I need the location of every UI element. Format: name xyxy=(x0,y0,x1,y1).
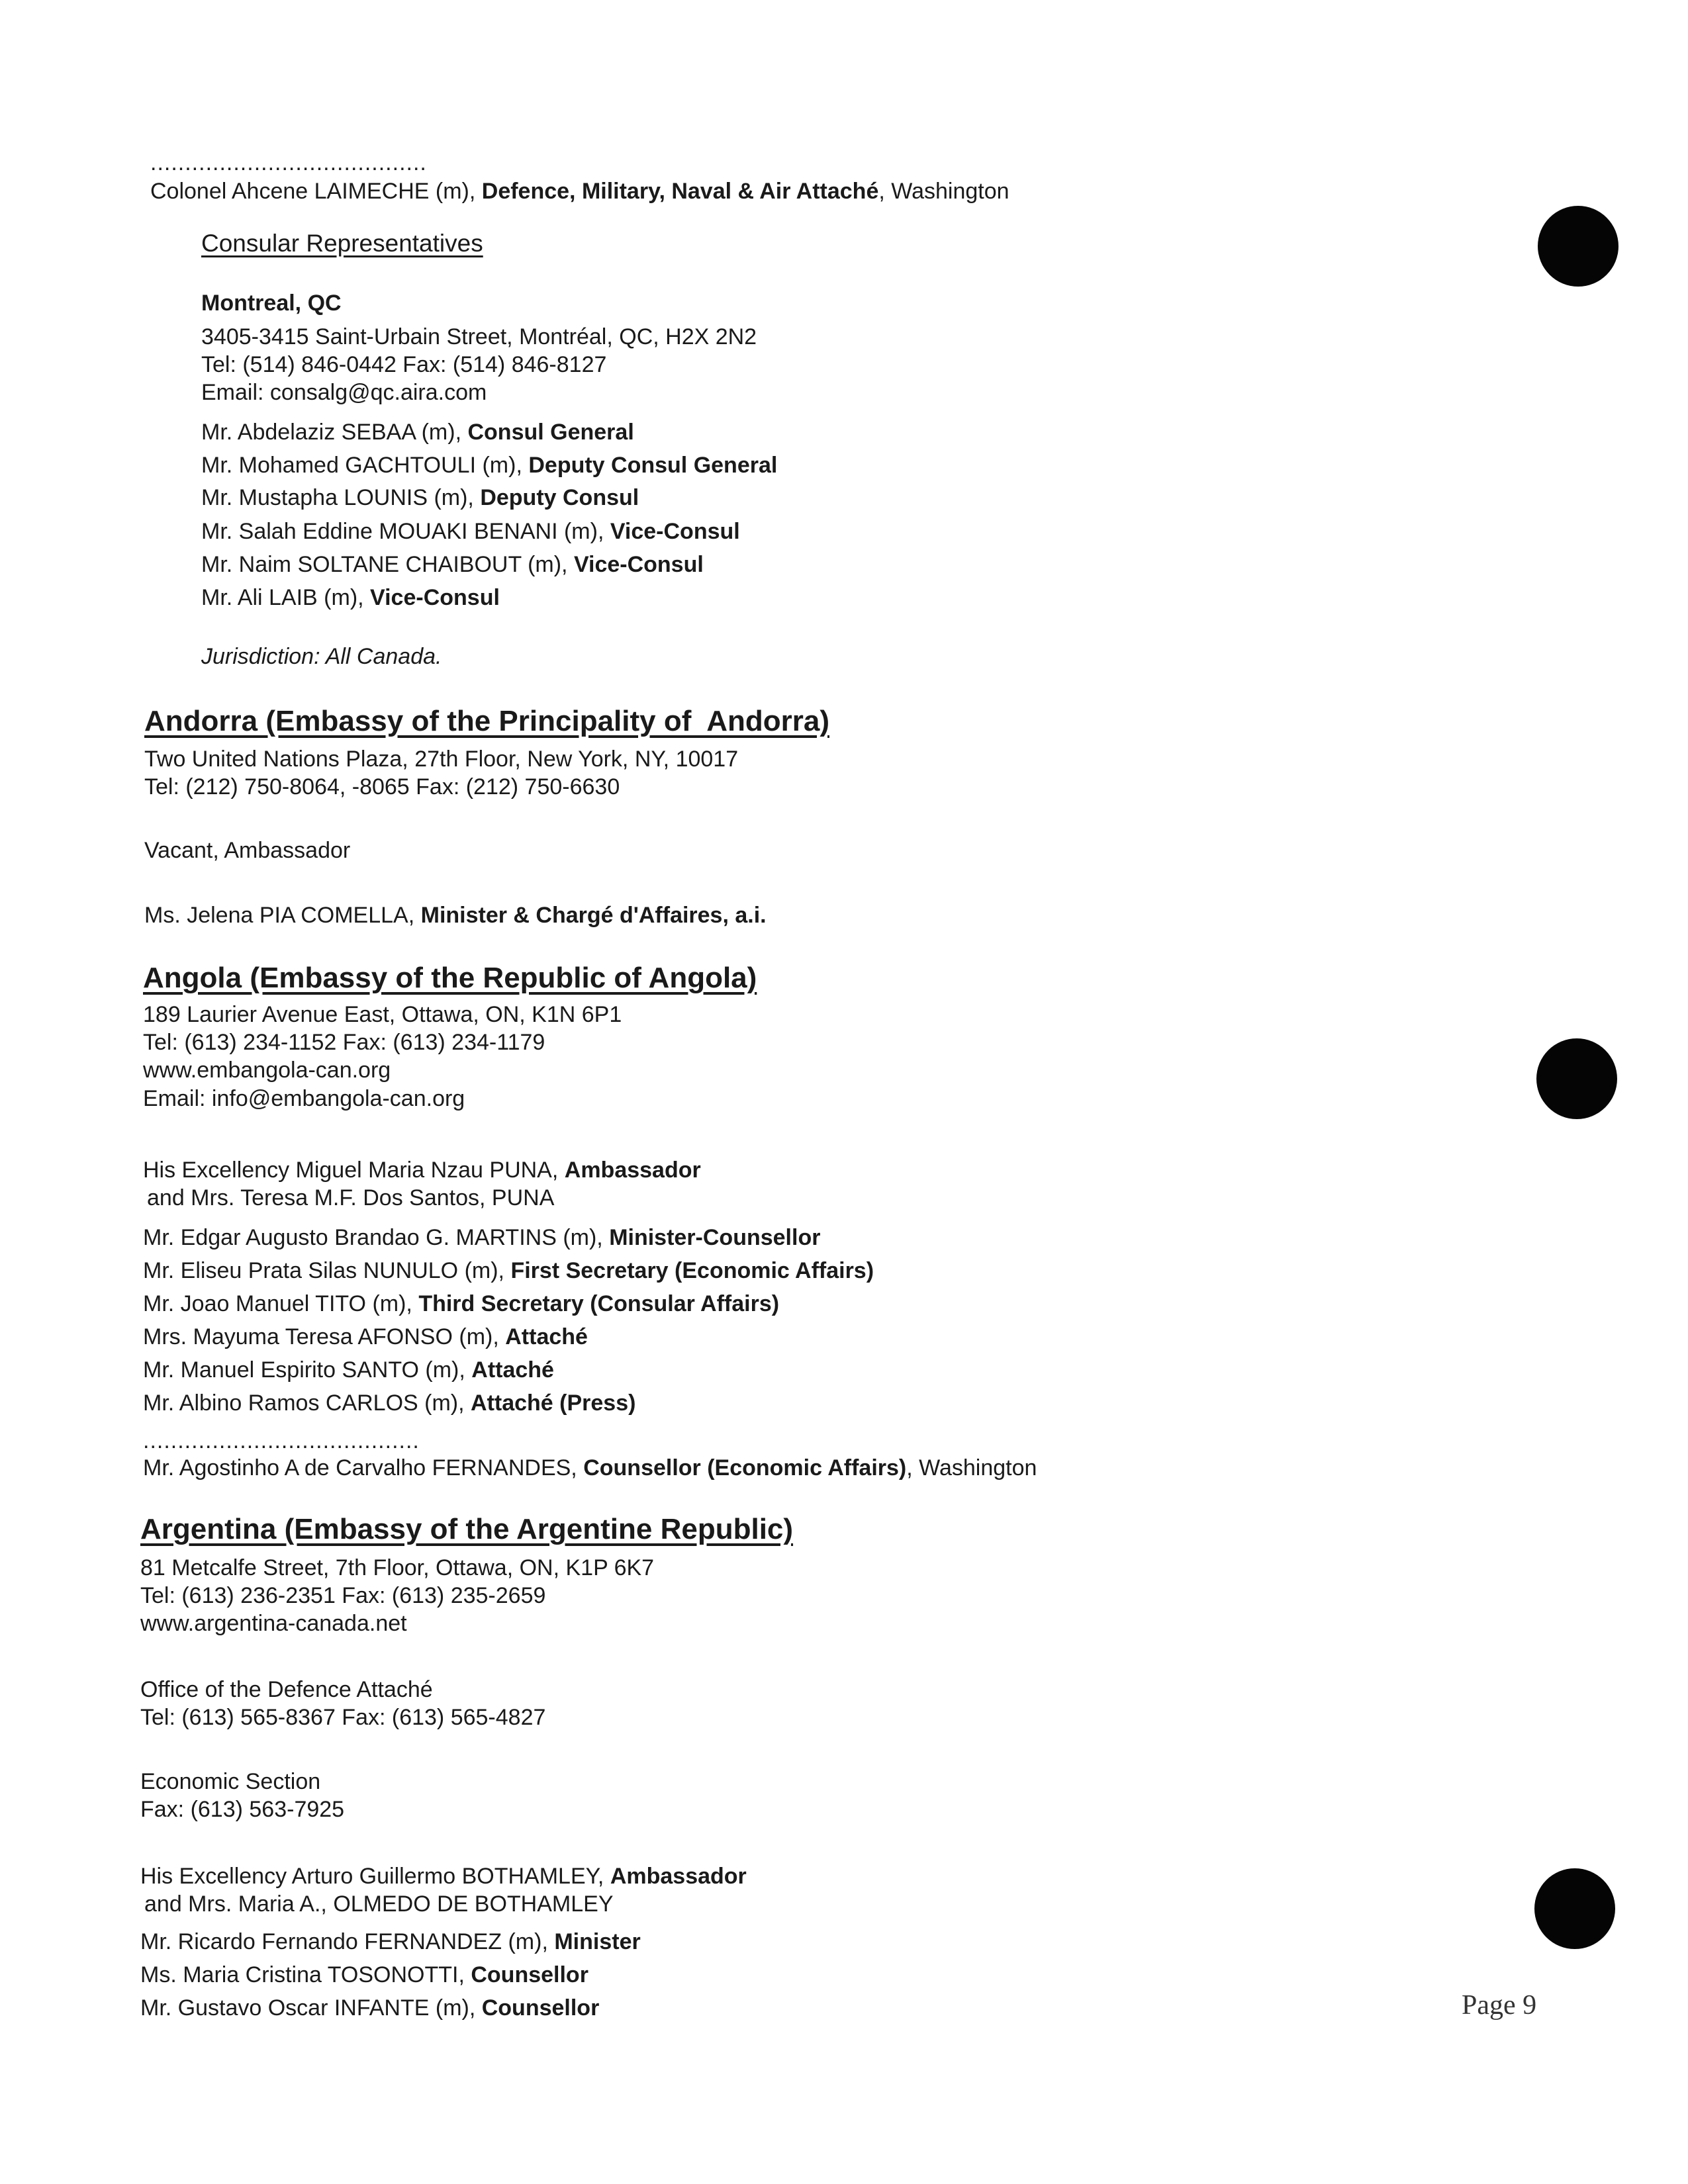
staff-name: Mrs. Mayuma Teresa AFONSO (m), xyxy=(143,1324,506,1349)
consular-heading: Consular Representatives xyxy=(201,230,483,257)
argentina-defence-office: Office of the Defence Attaché xyxy=(140,1677,433,1702)
consular-staff-3 xyxy=(201,486,639,509)
consular-staff-2 xyxy=(201,454,777,477)
angola-tel: Tel: (613) 234-1152 Fax: (613) 234-1179 xyxy=(143,1030,545,1055)
staff-title: Minister xyxy=(554,1929,641,1954)
staff-name: Mr. Abdelaziz SEBAA (m), xyxy=(201,420,468,445)
andorra-tel: Tel: (212) 750-8064, -8065 Fax: (212) 750-6630 xyxy=(144,774,620,799)
angola-ambassador xyxy=(143,1159,701,1181)
staff-name: Mr. Mohamed GACHTOULI (m), xyxy=(201,453,529,478)
andorra-heading: Andorra (Embassy of the Principality of Andorra) xyxy=(144,705,829,737)
separator-dots: ........................................ xyxy=(150,150,427,175)
consular-jurisdiction: Jurisdiction: All Canada. xyxy=(201,644,442,669)
attache-line xyxy=(150,180,1009,203)
staff-title: First Secretary (Economic Affairs) xyxy=(510,1258,874,1283)
angola-spouse: and Mrs. Teresa M.F. Dos Santos, PUNA xyxy=(147,1185,555,1210)
angola-staff-6 xyxy=(143,1392,635,1414)
angola-separator-dots: ........................................ xyxy=(143,1428,420,1453)
andorra-address: Two United Nations Plaza, 27th Floor, New York, NY, 10017 xyxy=(144,747,739,772)
staff-name: Mr. Ali LAIB (m), xyxy=(201,585,371,610)
argentina-defence-tel: Tel: (613) 565-8367 Fax: (613) 565-4827 xyxy=(140,1705,546,1730)
staff-name: Mr. Naim SOLTANE CHAIBOUT (m), xyxy=(201,552,574,577)
washington-title: Counsellor (Economic Affairs) xyxy=(583,1455,907,1480)
angola-email: Email: info@embangola-can.org xyxy=(143,1086,465,1111)
angola-staff-5 xyxy=(143,1359,554,1381)
ambassador-title: Ambassador xyxy=(564,1158,701,1183)
angola-staff-4 xyxy=(143,1326,588,1348)
argentina-economic-section: Economic Section xyxy=(140,1769,321,1794)
andorra-charge xyxy=(144,904,767,927)
staff-title: Vice-Consul xyxy=(573,552,704,577)
argentina-staff-1 xyxy=(140,1931,641,1953)
staff-name: Mr. Eliseu Prata Silas NUNULO (m), xyxy=(143,1258,511,1283)
attache-title: Defence, Military, Naval & Air Attaché xyxy=(481,179,879,204)
staff-title: Attaché (Press) xyxy=(471,1390,636,1416)
argentina-tel: Tel: (613) 236-2351 Fax: (613) 235-2659 xyxy=(140,1583,546,1608)
staff-name: Mr. Manuel Espirito SANTO (m), xyxy=(143,1357,472,1383)
staff-title: Vice-Consul xyxy=(610,519,740,544)
staff-title: Deputy Consul General xyxy=(528,453,778,478)
staff-title: Counsellor xyxy=(471,1962,588,1987)
consular-email: Email: consalg@qc.aira.com xyxy=(201,380,487,405)
consular-staff-1 xyxy=(201,421,634,443)
staff-name: Mr. Mustapha LOUNIS (m), xyxy=(201,485,481,510)
angola-staff-3 xyxy=(143,1293,779,1315)
angola-web: www.embangola-can.org xyxy=(143,1058,391,1083)
ambassador-title: Ambassador xyxy=(610,1864,747,1889)
argentina-staff-3 xyxy=(140,1997,599,2019)
ambassador-name: His Excellency Arturo Guillermo BOTHAMLEY, xyxy=(140,1864,610,1889)
ambassador-name: His Excellency Miguel Maria Nzau PUNA, xyxy=(143,1158,565,1183)
attache-name: Colonel Ahcene LAIMECHE (m), xyxy=(150,179,482,204)
hole-punch-top xyxy=(1538,206,1618,287)
staff-title: Attaché xyxy=(471,1357,554,1383)
argentina-web: www.argentina-canada.net xyxy=(140,1611,407,1636)
staff-name: Mr. Joao Manuel TITO (m), xyxy=(143,1291,419,1316)
angola-staff-1 xyxy=(143,1226,820,1249)
staff-title: Consul General xyxy=(467,420,634,445)
argentina-economic-fax: Fax: (613) 563-7925 xyxy=(140,1797,345,1822)
angola-staff-2 xyxy=(143,1259,874,1282)
consular-address: 3405-3415 Saint-Urbain Street, Montréal, QC, H2X 2N2 xyxy=(201,324,757,349)
andorra-vacant: Vacant, Ambassador xyxy=(144,838,351,863)
hole-punch-bottom xyxy=(1534,1868,1615,1949)
staff-name: Mr. Ricardo Fernando FERNANDEZ (m), xyxy=(140,1929,555,1954)
argentina-staff-2 xyxy=(140,1964,588,1986)
consular-city: Montreal, QC xyxy=(201,291,342,316)
staff-title: Attaché xyxy=(505,1324,588,1349)
consular-tel: Tel: (514) 846-0442 Fax: (514) 846-8127 xyxy=(201,352,607,377)
argentina-heading: Argentina (Embassy of the Argentine Republic) xyxy=(140,1513,794,1545)
washington-name: Mr. Agostinho A de Carvalho FERNANDES, xyxy=(143,1455,584,1480)
staff-name: Mr. Albino Ramos CARLOS (m), xyxy=(143,1390,471,1416)
staff-title: Third Secretary (Consular Affairs) xyxy=(418,1291,780,1316)
angola-washington-line xyxy=(143,1457,1037,1479)
staff-title: Counsellor xyxy=(481,1995,600,2021)
argentina-ambassador xyxy=(140,1865,747,1888)
staff-title: Vice-Consul xyxy=(370,585,500,610)
staff-name: Mr. Edgar Augusto Brandao G. MARTINS (m), xyxy=(143,1225,610,1250)
consular-staff-4 xyxy=(201,520,740,543)
charge-title: Minister & Chargé d'Affaires, a.i. xyxy=(420,903,767,928)
page-number: Page 9 xyxy=(1462,1990,1537,2021)
hole-punch-middle xyxy=(1536,1038,1617,1119)
angola-heading: Angola (Embassy of the Republic of Angola) xyxy=(143,962,757,994)
staff-title: Deputy Consul xyxy=(480,485,639,510)
staff-title: Minister-Counsellor xyxy=(609,1225,821,1250)
consular-staff-6 xyxy=(201,586,500,609)
consular-staff-5 xyxy=(201,553,704,576)
staff-name: Mr. Gustavo Oscar INFANTE (m), xyxy=(140,1995,482,2021)
argentina-address: 81 Metcalfe Street, 7th Floor, Ottawa, ON, K1P 6K7 xyxy=(140,1555,655,1580)
staff-name: Ms. Maria Cristina TOSONOTTI, xyxy=(140,1962,471,1987)
staff-name: Mr. Salah Eddine MOUAKI BENANI (m), xyxy=(201,519,610,544)
argentina-spouse: and Mrs. Maria A., OLMEDO DE BOTHAMLEY xyxy=(144,1891,614,1917)
attache-location: , Washington xyxy=(878,179,1009,204)
washington-location: , Washington xyxy=(906,1455,1037,1480)
angola-address: 189 Laurier Avenue East, Ottawa, ON, K1N 6P1 xyxy=(143,1002,622,1027)
charge-name: Ms. Jelena PIA COMELLA, xyxy=(144,903,421,928)
